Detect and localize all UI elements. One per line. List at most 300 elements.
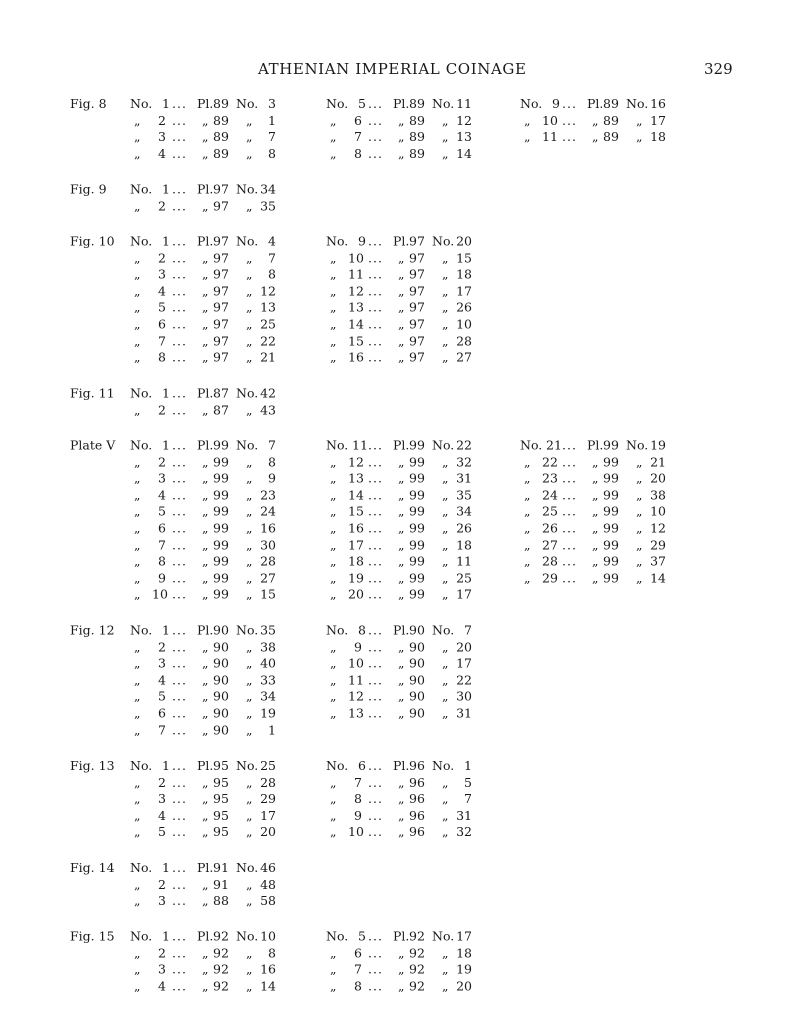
entry-column	[520, 438, 680, 587]
coin-number: 34	[456, 503, 472, 519]
figure-number: 1	[162, 96, 170, 111]
coin-number: 26	[456, 520, 472, 536]
dots: ...	[172, 688, 187, 704]
entry-column	[130, 758, 290, 841]
ditto-mark: „	[442, 145, 449, 161]
ditto-mark: „	[330, 688, 337, 704]
pl-label: Pl.	[393, 233, 410, 249]
dots: ...	[172, 503, 187, 519]
entry-row	[130, 317, 290, 334]
coin-number: 4	[268, 233, 276, 249]
plate-number: 92	[213, 945, 229, 961]
ditto-mark: „	[246, 722, 253, 738]
coin-number: 38	[260, 639, 276, 655]
coin-number: 20	[650, 470, 666, 486]
pl-label: Pl.	[197, 181, 214, 197]
no-label: No.	[236, 622, 259, 638]
figure-number: 5	[158, 824, 166, 840]
ditto-mark: „	[134, 876, 141, 892]
dots: ...	[172, 824, 187, 840]
entry-row	[326, 96, 486, 113]
entry-row	[326, 639, 486, 656]
ditto-mark: „	[134, 961, 141, 977]
entry-row	[520, 96, 680, 113]
coin-number: 17	[456, 586, 472, 602]
plate-number: 97	[409, 316, 425, 332]
ditto-mark: „	[592, 454, 599, 470]
entry-row	[130, 250, 290, 267]
ditto-mark: „	[398, 705, 405, 721]
ditto-mark: „	[442, 655, 449, 671]
entry-row	[130, 962, 290, 979]
plate-number: 88	[213, 892, 229, 908]
dots: ...	[562, 520, 577, 536]
ditto-mark: „	[442, 520, 449, 536]
plate-number: 99	[409, 437, 425, 453]
figure-number: 5	[358, 928, 366, 944]
plate-number: 91	[213, 859, 229, 875]
coin-number: 7	[268, 250, 276, 266]
figure-number: 3	[158, 129, 166, 145]
figure-number: 2	[158, 639, 166, 655]
plate-number: 90	[213, 672, 229, 688]
ditto-mark: „	[246, 672, 253, 688]
entry-row	[130, 385, 290, 402]
figure-number: 11	[542, 129, 558, 145]
ditto-mark: „	[398, 961, 405, 977]
figure-number: 12	[348, 688, 364, 704]
ditto-mark: „	[330, 283, 337, 299]
figure-number: 8	[358, 622, 366, 638]
ditto-mark: „	[246, 503, 253, 519]
ditto-mark: „	[442, 586, 449, 602]
ditto-mark: „	[134, 774, 141, 790]
entry-column	[130, 234, 290, 367]
coin-number: 5	[464, 774, 472, 790]
figure-number: 20	[348, 586, 364, 602]
figure-number: 11	[348, 266, 364, 282]
ditto-mark: „	[398, 570, 405, 586]
dots: ...	[172, 774, 187, 790]
dots: ...	[172, 283, 187, 299]
entry-row	[130, 537, 290, 554]
entry-row	[326, 113, 486, 130]
pl-label: Pl.	[197, 757, 214, 773]
figure-number: 4	[158, 807, 166, 823]
figure-number: 12	[348, 454, 364, 470]
no-label: No.	[326, 437, 349, 453]
no-label: No.	[130, 859, 153, 875]
ditto-mark: „	[134, 145, 141, 161]
dots: ...	[368, 824, 383, 840]
ditto-mark: „	[134, 129, 141, 145]
ditto-mark: „	[134, 570, 141, 586]
entry-row	[130, 333, 290, 350]
entry-row	[130, 570, 290, 587]
no-label: No.	[130, 233, 153, 249]
ditto-mark: „	[442, 112, 449, 128]
pl-label: Pl.	[197, 96, 214, 111]
ditto-mark: „	[524, 112, 531, 128]
plate-number: 99	[409, 470, 425, 486]
no-label: No.	[236, 233, 259, 249]
plate-number: 92	[213, 961, 229, 977]
entry-row	[326, 554, 486, 571]
plate-number: 90	[213, 655, 229, 671]
plate-number: 97	[213, 181, 229, 197]
dots: ...	[368, 437, 383, 453]
coin-number: 31	[456, 705, 472, 721]
entry-row	[520, 521, 680, 538]
page-number: 329	[704, 60, 733, 78]
no-label: No.	[432, 757, 455, 773]
plate-number: 89	[213, 129, 229, 145]
ditto-mark: „	[442, 774, 449, 790]
pl-label: Pl.	[393, 928, 410, 944]
ditto-mark: „	[134, 790, 141, 806]
ditto-mark: „	[330, 586, 337, 602]
coin-number: 34	[260, 181, 276, 197]
ditto-mark: „	[134, 250, 141, 266]
plate-number: 97	[409, 250, 425, 266]
figure-number: 12	[348, 283, 364, 299]
plate-number: 97	[409, 349, 425, 365]
plate-number: 97	[409, 333, 425, 349]
no-label: No.	[520, 96, 543, 111]
coin-number: 14	[456, 145, 472, 161]
no-label: No.	[130, 96, 153, 111]
dots: ...	[562, 553, 577, 569]
dots: ...	[368, 553, 383, 569]
ditto-mark: „	[398, 945, 405, 961]
entry-row	[520, 554, 680, 571]
ditto-mark: „	[330, 945, 337, 961]
plate-number: 99	[409, 570, 425, 586]
coin-number: 8	[268, 454, 276, 470]
entry-row	[130, 722, 290, 739]
entry-row	[130, 504, 290, 521]
figure-number: 10	[348, 655, 364, 671]
entry-row	[326, 129, 486, 146]
ditto-mark: „	[592, 470, 599, 486]
ditto-mark: „	[398, 774, 405, 790]
coin-number: 1	[268, 722, 276, 738]
figure-number: 26	[542, 520, 558, 536]
entry-row	[326, 774, 486, 791]
ditto-mark: „	[246, 129, 253, 145]
ditto-mark: „	[134, 401, 141, 417]
figure-number: 29	[542, 570, 558, 586]
page-title: ATHENIAN IMPERIAL COINAGE	[258, 60, 527, 78]
coin-number: 18	[456, 266, 472, 282]
coin-number: 31	[456, 807, 472, 823]
coin-number: 17	[456, 928, 472, 944]
entry-row	[326, 487, 486, 504]
ditto-mark: „	[330, 333, 337, 349]
plate-number: 96	[409, 757, 425, 773]
entry-column	[520, 96, 680, 146]
ditto-mark: „	[246, 266, 253, 282]
no-label: No.	[130, 622, 153, 638]
ditto-mark: „	[330, 570, 337, 586]
figure-number: 14	[348, 487, 364, 503]
figure-number: 4	[158, 145, 166, 161]
ditto-mark: „	[636, 553, 643, 569]
plate-number: 97	[213, 333, 229, 349]
figure-number: 6	[158, 705, 166, 721]
section-label: Fig. 14	[70, 859, 115, 875]
ditto-mark: „	[330, 655, 337, 671]
dots: ...	[172, 945, 187, 961]
dots: ...	[172, 145, 187, 161]
figure-number: 3	[158, 655, 166, 671]
ditto-mark: „	[202, 790, 209, 806]
dots: ...	[368, 757, 383, 773]
entry-row	[130, 234, 290, 251]
ditto-mark: „	[246, 807, 253, 823]
ditto-mark: „	[246, 487, 253, 503]
coin-number: 25	[456, 570, 472, 586]
ditto-mark: „	[330, 299, 337, 315]
ditto-mark: „	[330, 553, 337, 569]
dots: ...	[562, 570, 577, 586]
figure-number: 16	[348, 520, 364, 536]
figure-number: 10	[152, 586, 168, 602]
dots: ...	[368, 129, 383, 145]
coin-number: 16	[260, 961, 276, 977]
ditto-mark: „	[398, 537, 405, 553]
ditto-mark: „	[134, 112, 141, 128]
dots: ...	[172, 385, 187, 401]
figure-number: 5	[158, 503, 166, 519]
ditto-mark: „	[246, 570, 253, 586]
plate-number: 89	[603, 129, 619, 145]
figure-number: 15	[348, 333, 364, 349]
dots: ...	[172, 705, 187, 721]
entry-row	[130, 113, 290, 130]
coin-number: 20	[260, 824, 276, 840]
ditto-mark: „	[442, 470, 449, 486]
figure-number: 9	[358, 233, 366, 249]
dots: ...	[172, 233, 187, 249]
figure-number: 10	[542, 112, 558, 128]
entry-column	[130, 860, 290, 910]
ditto-mark: „	[246, 655, 253, 671]
plate-number: 99	[603, 454, 619, 470]
figure-number: 8	[354, 790, 362, 806]
figure-number: 7	[354, 961, 362, 977]
dots: ...	[172, 961, 187, 977]
ditto-mark: „	[134, 316, 141, 332]
plate-number: 89	[603, 112, 619, 128]
coin-number: 24	[260, 503, 276, 519]
dots: ...	[172, 757, 187, 773]
coin-number: 10	[456, 316, 472, 332]
coin-number: 22	[260, 333, 276, 349]
coin-number: 17	[260, 807, 276, 823]
plate-number: 97	[409, 266, 425, 282]
dots: ...	[562, 96, 577, 111]
entry-row	[130, 129, 290, 146]
ditto-mark: „	[398, 553, 405, 569]
plate-number: 99	[409, 553, 425, 569]
ditto-mark: „	[592, 570, 599, 586]
coin-number: 12	[260, 283, 276, 299]
coin-number: 12	[650, 520, 666, 536]
coin-number: 37	[650, 553, 666, 569]
no-label: No.	[236, 181, 259, 197]
ditto-mark: „	[442, 570, 449, 586]
figure-number: 27	[542, 537, 558, 553]
pl-label: Pl.	[587, 96, 604, 111]
dots: ...	[368, 978, 383, 994]
coin-number: 20	[456, 978, 472, 994]
ditto-mark: „	[134, 553, 141, 569]
dots: ...	[368, 672, 383, 688]
coin-number: 10	[650, 503, 666, 519]
ditto-mark: „	[592, 129, 599, 145]
ditto-mark: „	[202, 197, 209, 213]
ditto-mark: „	[330, 250, 337, 266]
section-label: Fig. 15	[70, 928, 115, 944]
dots: ...	[368, 487, 383, 503]
entry-row	[520, 570, 680, 587]
ditto-mark: „	[330, 537, 337, 553]
entry-row	[520, 471, 680, 488]
coin-number: 23	[260, 487, 276, 503]
figure-number: 2	[158, 454, 166, 470]
ditto-mark: „	[134, 537, 141, 553]
coin-number: 19	[260, 705, 276, 721]
ditto-mark: „	[442, 824, 449, 840]
ditto-mark: „	[330, 672, 337, 688]
plate-number: 99	[213, 437, 229, 453]
no-label: No.	[236, 96, 259, 111]
ditto-mark: „	[398, 299, 405, 315]
figure-number: 8	[354, 978, 362, 994]
figure-number: 1	[162, 859, 170, 875]
coin-number: 31	[456, 470, 472, 486]
plate-number: 99	[603, 553, 619, 569]
dots: ...	[368, 520, 383, 536]
coin-number: 17	[456, 655, 472, 671]
coin-number: 32	[456, 824, 472, 840]
ditto-mark: „	[246, 112, 253, 128]
ditto-mark: „	[202, 876, 209, 892]
dots: ...	[368, 945, 383, 961]
ditto-mark: „	[442, 503, 449, 519]
ditto-mark: „	[246, 316, 253, 332]
figure-number: 3	[158, 470, 166, 486]
entry-row	[326, 978, 486, 995]
ditto-mark: „	[202, 454, 209, 470]
figure-number: 4	[158, 978, 166, 994]
ditto-mark: „	[330, 145, 337, 161]
ditto-mark: „	[202, 520, 209, 536]
ditto-mark: „	[134, 520, 141, 536]
ditto-mark: „	[398, 333, 405, 349]
plate-number: 99	[409, 537, 425, 553]
coin-number: 42	[260, 385, 276, 401]
ditto-mark: „	[134, 454, 141, 470]
dots: ...	[562, 470, 577, 486]
figure-number: 13	[348, 705, 364, 721]
coin-number: 13	[260, 299, 276, 315]
ditto-mark: „	[202, 553, 209, 569]
plate-number: 87	[213, 385, 229, 401]
plate-number: 90	[213, 639, 229, 655]
entry-row	[130, 689, 290, 706]
ditto-mark: „	[442, 454, 449, 470]
figure-number: 3	[158, 266, 166, 282]
figure-number: 10	[348, 250, 364, 266]
ditto-mark: „	[202, 807, 209, 823]
ditto-mark: „	[246, 333, 253, 349]
figure-number: 1	[162, 622, 170, 638]
ditto-mark: „	[134, 655, 141, 671]
dots: ...	[562, 112, 577, 128]
ditto-mark: „	[202, 250, 209, 266]
no-label: No.	[326, 622, 349, 638]
coin-number: 11	[456, 96, 472, 111]
entry-row	[326, 929, 486, 946]
ditto-mark: „	[442, 537, 449, 553]
coin-number: 7	[268, 437, 276, 453]
ditto-mark: „	[246, 145, 253, 161]
ditto-mark: „	[398, 145, 405, 161]
entry-row	[130, 774, 290, 791]
plate-number: 97	[213, 266, 229, 282]
plate-number: 90	[213, 688, 229, 704]
coin-number: 17	[456, 283, 472, 299]
ditto-mark: „	[442, 553, 449, 569]
coin-number: 20	[456, 639, 472, 655]
coin-number: 14	[260, 978, 276, 994]
ditto-mark: „	[202, 961, 209, 977]
dots: ...	[368, 233, 383, 249]
figure-number: 16	[348, 349, 364, 365]
plate-number: 95	[213, 774, 229, 790]
ditto-mark: „	[592, 487, 599, 503]
figure-number: 25	[542, 503, 558, 519]
ditto-mark: „	[442, 349, 449, 365]
coin-number: 43	[260, 401, 276, 417]
figure-number: 28	[542, 553, 558, 569]
entry-column	[326, 623, 486, 723]
plate-number: 92	[409, 945, 425, 961]
ditto-mark: „	[636, 129, 643, 145]
coin-number: 8	[268, 145, 276, 161]
entry-row	[130, 706, 290, 723]
entry-row	[130, 181, 290, 198]
ditto-mark: „	[398, 316, 405, 332]
ditto-mark: „	[330, 349, 337, 365]
ditto-mark: „	[330, 129, 337, 145]
ditto-mark: „	[330, 487, 337, 503]
figure-number: 1	[162, 233, 170, 249]
section-label: Fig. 11	[70, 385, 115, 401]
entry-row	[130, 824, 290, 841]
plate-number: 97	[213, 316, 229, 332]
figure-number: 18	[348, 553, 364, 569]
dots: ...	[172, 470, 187, 486]
dots: ...	[562, 503, 577, 519]
ditto-mark: „	[246, 197, 253, 213]
entry-row	[130, 283, 290, 300]
figure-number: 9	[354, 639, 362, 655]
entry-row	[326, 234, 486, 251]
no-label: No.	[130, 437, 153, 453]
